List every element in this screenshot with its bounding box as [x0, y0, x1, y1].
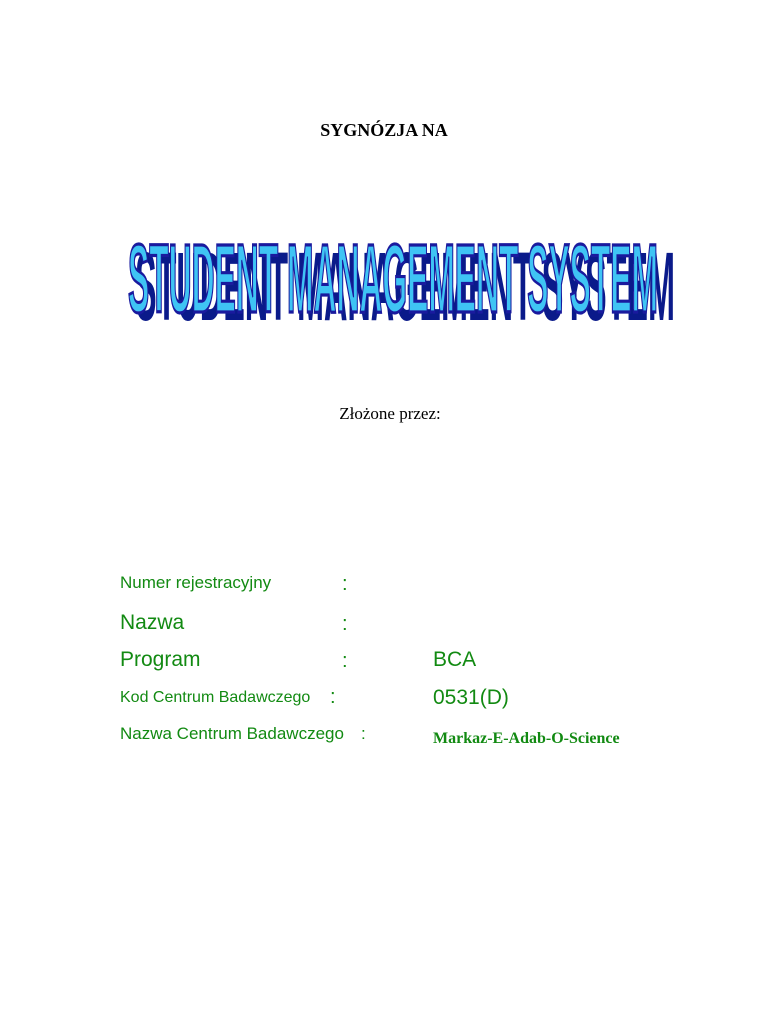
detail-colon: :: [342, 573, 348, 595]
banner-main-text: STUDENT MANAGEMENT SYSTEM: [128, 232, 658, 333]
detail-label: Nazwa Centrum Badawczego: [120, 724, 344, 743]
detail-value: 0531(D): [433, 686, 509, 709]
submitted-by-label: Złożone przez:: [339, 404, 441, 423]
detail-colon: :: [330, 686, 336, 708]
detail-colon: :: [342, 613, 348, 635]
detail-label: Kod Centrum Badawczego: [120, 689, 311, 706]
detail-value: BCA: [433, 648, 477, 671]
detail-label: Program: [120, 648, 201, 671]
detail-colon: :: [342, 650, 348, 672]
banner-wordart: [125, 232, 685, 347]
detail-label: Numer rejestracyjny: [120, 573, 272, 592]
detail-label: Nazwa: [120, 611, 185, 634]
banner-shadow-text: STUDENT MANAGEMENT SYSTEM: [135, 232, 675, 341]
detail-colon: :: [361, 724, 366, 743]
detail-value: Markaz-E-Adab-O-Science: [433, 730, 620, 747]
document-heading: SYGNÓZJA NA: [320, 120, 448, 140]
